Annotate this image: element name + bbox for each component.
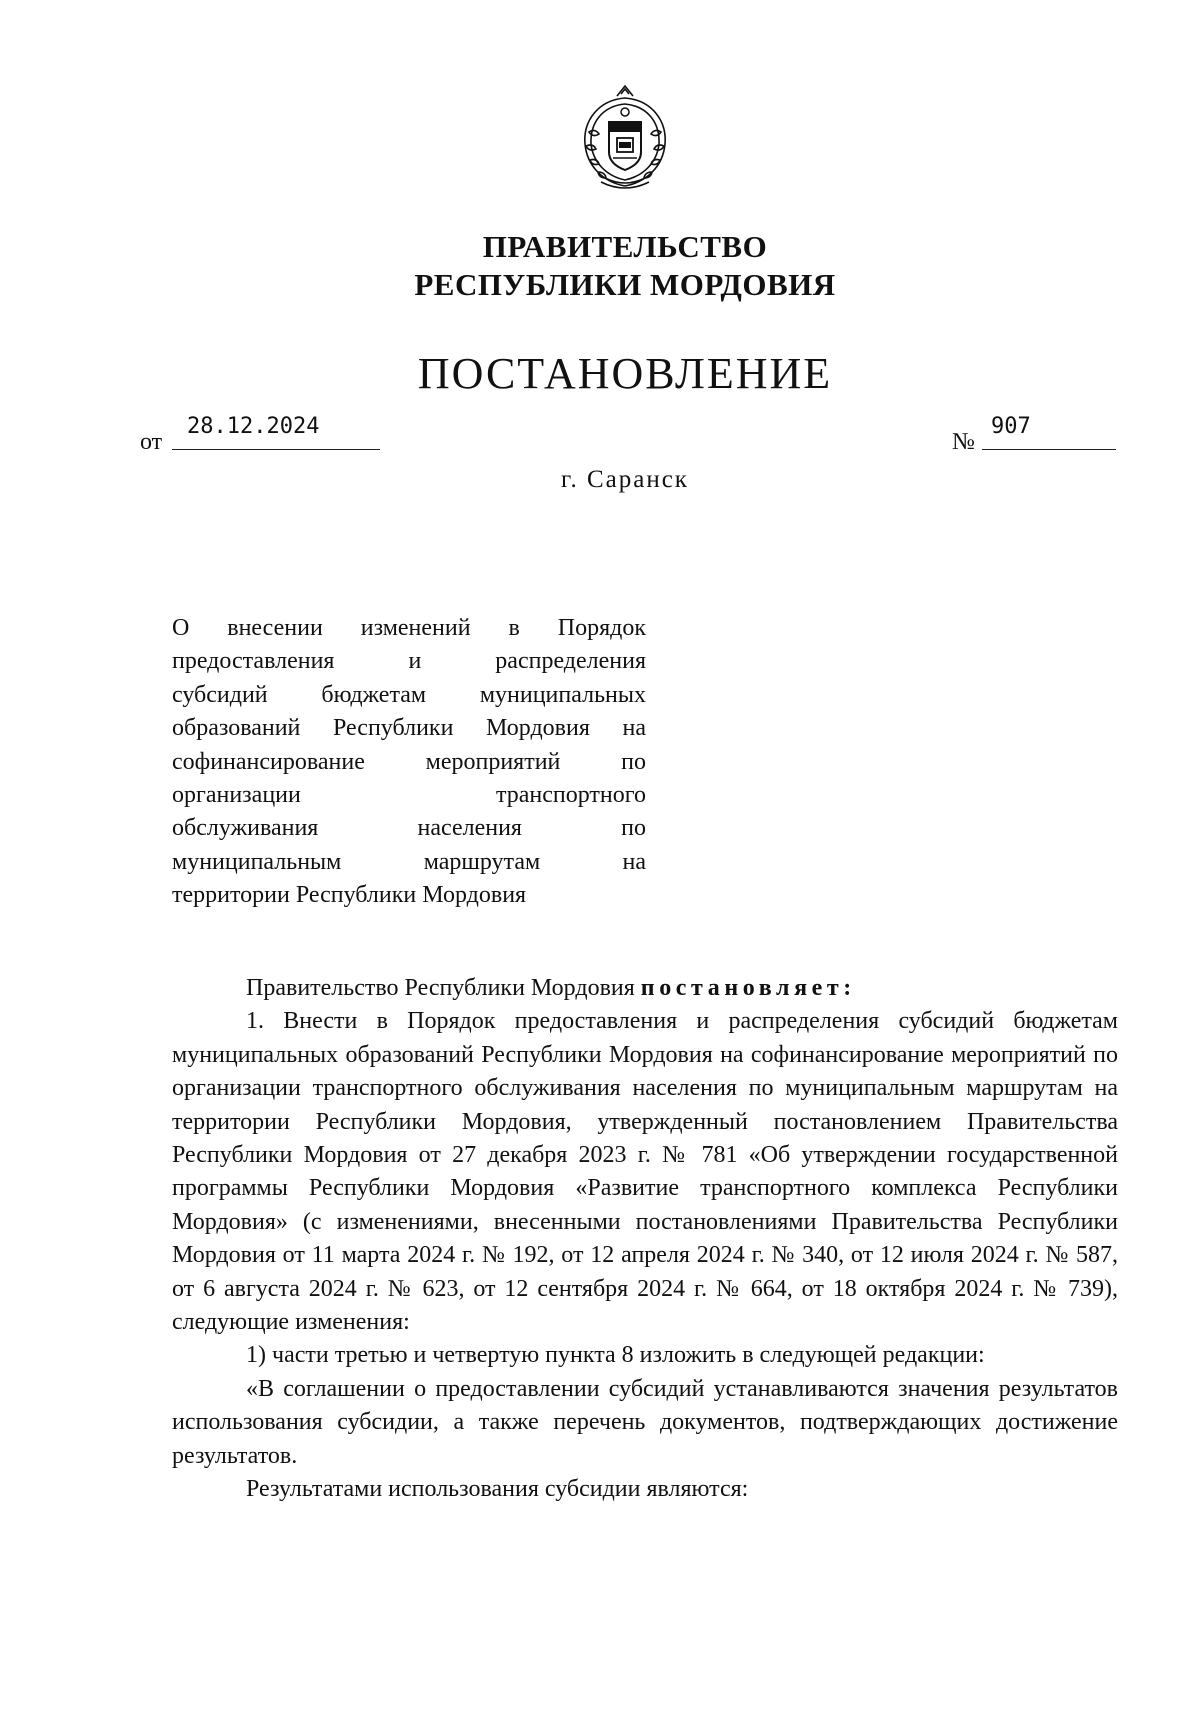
subject-line: О внесении изменений в Порядок (172, 615, 646, 641)
government-title (0, 228, 1200, 304)
date-value: 28.12.2024 (187, 414, 320, 439)
document-type-heading: ПОСТАНОВЛЕНИЕ (417, 349, 833, 398)
paragraph-1: 1. Внести в Порядок предоставления и распределения субсидий бюджетам муниципальных образований Республики Мордовия на софинансирование мероприятий по организации транспортного обслуживания населения по муниципальным маршрутам на территории Республики Мордовия, утвержденный постановлением Правительства Республики Мордовия от 27 декабря 2023 г. № 781 «Об утверждении государственной программы Республики Мордовия «Развитие транспортного комплекса Республики Мордовия» (с изменениями, внесенными постановлениями Правительства Республики Мордовия от 11 марта 2024 г. № 192, от 12 апреля 2024 г. № 340, от 12 июля 2024 г. № 587, от 6 августа 2024 г. № 623, от 12 сентября 2024 г. № 664, от 18 октября 2024 г. № 739), следующие изменения: (172, 1008, 1118, 1336)
number-value: 907 (991, 414, 1031, 439)
subject-line: предоставления и распределения (172, 648, 646, 675)
decree-body (172, 972, 1118, 1507)
government-title-line1: ПРАВИТЕЛЬСТВО (482, 229, 768, 264)
coat-of-arms-of-mordovia-icon (571, 82, 679, 194)
paragraph-3: «В соглашении о предоставлении субсидий устанавливаются значения результатов использования субсидии, а также перечень документов, подтверждающих достижение результатов. (172, 1375, 1118, 1469)
date-prefix: от (140, 429, 163, 455)
subject-line: софинансирование мероприятий по (172, 748, 646, 775)
paragraph-4: Результатами использования субсидии являются: (246, 1476, 749, 1503)
preamble-keyword: постановляет: (640, 975, 856, 1001)
preamble-text: Правительство Республики Мордовия (246, 975, 635, 1001)
subject-line: муниципальным маршрутам на (172, 848, 646, 875)
decree-subject (172, 612, 646, 913)
subject-line: образований Республики Мордовия на (172, 715, 646, 742)
government-title-line2: РЕСПУБЛИКИ МОРДОВИЯ (414, 267, 836, 302)
city-line: г. Саранск (561, 466, 689, 493)
preamble (172, 972, 1118, 1005)
paragraph-2: 1) части третью и четвертую пункта 8 изложить в следующей редакции: (246, 1342, 985, 1369)
date-field (172, 413, 380, 450)
subject-line: организации транспортного (172, 782, 646, 809)
subject-line: территории Республики Мордовия (172, 882, 527, 909)
subject-line: обслуживания населения по (172, 815, 646, 842)
number-field (982, 413, 1116, 450)
subject-line: субсидий бюджетам муниципальных (172, 681, 646, 708)
number-prefix: № (952, 429, 975, 455)
